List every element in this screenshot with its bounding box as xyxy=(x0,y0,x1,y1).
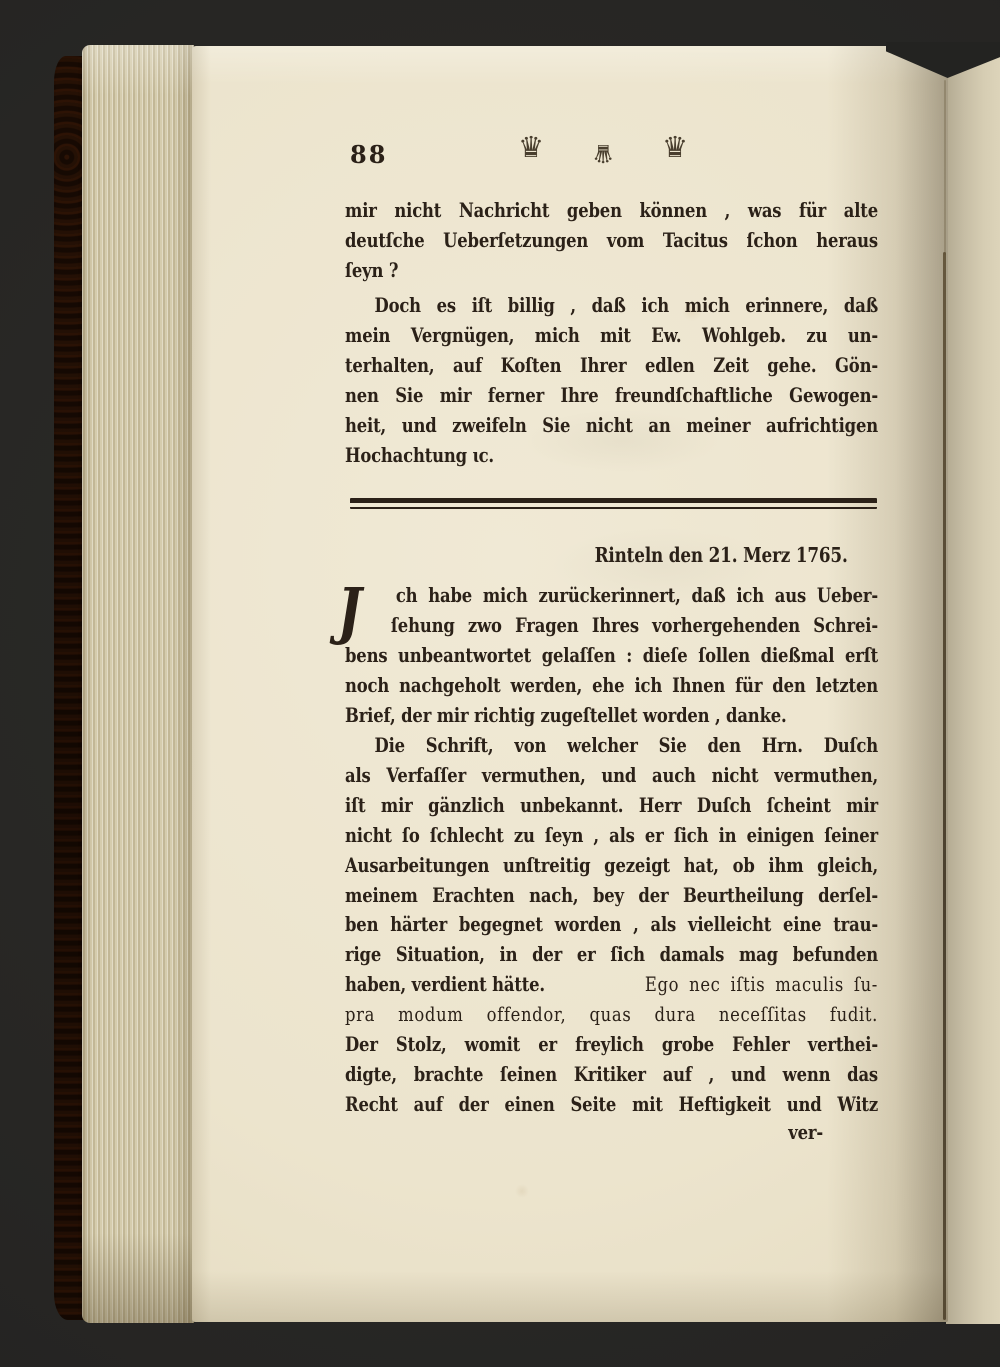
body-line-mixed-latin xyxy=(345,970,878,1000)
body-line: Ausarbeitungen unſtreitig gezeigt hat, ob ihm gleich, xyxy=(345,852,878,877)
body-line: meinem Erachten nach, bey der Beurtheilung derſel- xyxy=(345,882,878,907)
body-line: ſeyn ? xyxy=(345,257,399,282)
body-line: noch nachgeholt werden, ehe ich Ihnen für den letzten xyxy=(345,672,878,697)
body-line: nen Sie mir ferner Ihre freundſchaftliche Gewogen- xyxy=(345,382,878,407)
dateline-text: Rinteln den 21. Merz 1765. xyxy=(594,543,848,567)
body-line: ben härter begegnet worden , als vielleicht eine trau- xyxy=(345,912,878,937)
body-line: iſt mir gänzlich unbekannt. Herr Duſch ſcheint mir xyxy=(345,792,878,817)
body-line: heit, und zweifeln Sie nicht an meiner aufrichtigen xyxy=(345,412,878,437)
body-line: Die Schrift, von welcher Sie den Hrn. Duſch xyxy=(374,733,878,757)
section-divider-rule xyxy=(350,498,877,509)
body-line-latin: pra modum offendor, quas dura neceſſitas fudit. xyxy=(345,1002,878,1027)
crown-icon: ♛ xyxy=(661,130,688,164)
body-line: deutſche Ueberſetzungen vom Tacitus ſchon heraus xyxy=(345,227,878,252)
body-line: ſehung zwo Fragen Ihres vorhergehenden Schrei- xyxy=(390,612,878,637)
adjacent-page-edge xyxy=(946,56,1000,1324)
body-line: Hochachtung ɩc. xyxy=(345,442,494,467)
fraktur-segment: haben, verdient hätte. xyxy=(345,972,545,997)
body-line: Recht auf der einen Seite mit Heftigkeit und Witz xyxy=(345,1091,878,1116)
body-line: Der Stolz, womit er freylich grobe Fehler verthei- xyxy=(345,1032,878,1057)
body-line: als Verfaſſer vermuthen, und auch nicht vermuthen, xyxy=(345,762,878,787)
gutter-crease xyxy=(944,80,946,255)
letter-dateline xyxy=(345,541,878,571)
body-line: ch habe mich zurückerinnert, daß ich aus Ueber- xyxy=(395,583,878,607)
body-line: bens unbeantwortet gelaſſen : dieſe ſollen dießmal erſt xyxy=(345,642,878,667)
body-line: mein Vergnügen, mich mit Ew. Wohlgeb. zu un- xyxy=(345,322,878,347)
running-head-ornament xyxy=(518,128,688,170)
body-line: nicht ſo ſchlecht zu ſeyn , als er ſich in einigen ſeiner xyxy=(345,822,878,847)
letter-end-paragraph-2 xyxy=(345,291,878,470)
catchword-text: ver- xyxy=(788,1120,824,1144)
body-line: Doch es iſt billig , daß ich mich erinnere, daß xyxy=(374,293,878,317)
body-line: Brief, der mir richtig zugeſtellet worden , danke. xyxy=(345,702,787,727)
page-block-fore-edge xyxy=(82,45,194,1323)
catchword xyxy=(345,1118,878,1148)
page-number: 88 xyxy=(350,140,388,169)
body-line: mir nicht Nachricht geben können , was für alte xyxy=(345,198,878,222)
letter-paragraph-1 xyxy=(337,574,878,731)
crown-icon: ♛ xyxy=(518,130,544,164)
letter-end-paragraph-1 xyxy=(345,196,878,286)
latin-segment: Ego nec iſtis maculis ſu- xyxy=(644,972,878,997)
body-line: terhalten, auf Koſten Ihrer edlen Zeit gehe. Gön- xyxy=(345,352,878,377)
letter-paragraph-2 xyxy=(345,731,878,1120)
drop-cap-initial: J xyxy=(337,574,362,647)
body-line: rige Situation, in der er ſich damals mag befunden xyxy=(345,942,878,967)
inverted-crown-icon: ♛ xyxy=(591,139,615,168)
body-line: digte, brachte ſeinen Kritiker auf , und wenn das xyxy=(345,1061,878,1086)
gutter-crease xyxy=(943,252,946,1320)
